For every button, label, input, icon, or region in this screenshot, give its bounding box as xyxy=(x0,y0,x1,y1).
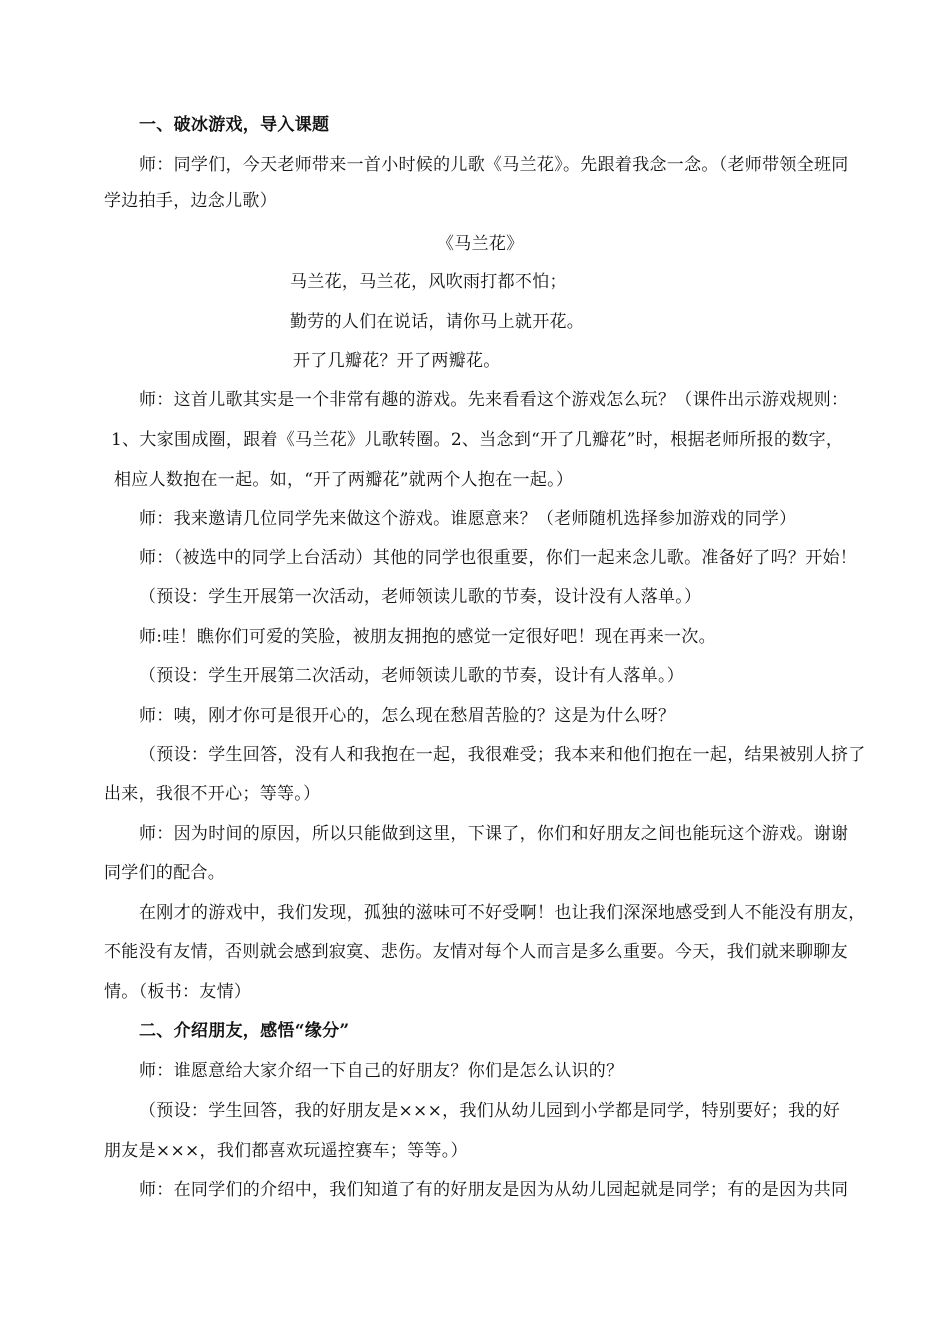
paragraph-line: 1、大家围成圈，跟着《马兰花》儿歌转圈。2、当念到“开了几瓣花”时，根据老师所报的数字， xyxy=(111,430,844,450)
poem-line: 开了几瓣花？开了两瓣花。 xyxy=(293,351,501,371)
paragraph-line: 学边拍手，边念儿歌） xyxy=(104,191,277,211)
preset-note: （预设：学生开展第一次活动，老师领读儿歌的节奏，设计没有人落单。） xyxy=(139,587,702,607)
preset-note: （预设：学生回答，我的好朋友是×××，我们从幼儿园到小学都是同学，特别要好；我的好 xyxy=(139,1101,841,1121)
paragraph-line: 师：在同学们的介绍中，我们知道了有的好朋友是因为从幼儿园起就是同学；有的是因为共同 xyxy=(139,1180,849,1200)
paragraph-line: 师：谁愿意给大家介绍一下自己的好朋友？你们是怎么认识的？ xyxy=(139,1061,624,1081)
paragraph-line: 师：这首儿歌其实是一个非常有趣的游戏。先来看看这个游戏怎么玩？（课件出示游戏规则： xyxy=(139,390,849,410)
poem-title: 《马兰花》 xyxy=(437,234,524,254)
paragraph-line: 在刚才的游戏中，我们发现，孤独的滋味可不好受啊！也让我们深深地感受到人不能没有朋友， xyxy=(139,903,866,923)
preset-note: 朋友是×××，我们都喜欢玩遥控赛车；等等。） xyxy=(104,1141,468,1161)
preset-note: （预设：学生回答，没有人和我抱在一起，我很难受；我本来和他们抱在一起，结果被别人挤了 xyxy=(139,745,866,765)
section2-heading: 二、介绍朋友，感悟“缘分” xyxy=(139,1021,350,1041)
poem-line: 勤劳的人们在说话，请你马上就开花。 xyxy=(290,312,585,332)
poem-line: 马兰花，马兰花，风吹雨打都不怕； xyxy=(290,272,567,292)
paragraph-line: 师：（被选中的同学上台活动）其他的同学也很重要，你们一起来念儿歌。准备好了吗？开始！ xyxy=(139,548,858,568)
preset-note: 出来，我很不开心；等等。） xyxy=(104,784,321,804)
section1-heading: 一、破冰游戏，导入课题 xyxy=(139,115,330,135)
paragraph-line: 师：因为时间的原因，所以只能做到这里，下课了，你们和好朋友之间也能玩这个游戏。谢谢 xyxy=(139,824,849,844)
paragraph-line: 相应人数抱在一起。如，“开了两瓣花”就两个人抱在一起。） xyxy=(114,470,574,490)
preset-note: （预设：学生开展第二次活动，老师领读儿歌的节奏，设计有人落单。） xyxy=(139,666,685,686)
paragraph-line: 情。（板书：友情） xyxy=(104,982,252,1002)
paragraph-line: 师：咦，刚才你可是很开心的，怎么现在愁眉苦脸的？这是为什么呀？ xyxy=(139,706,676,726)
paragraph-line: 师:哇！瞧你们可爱的笑脸，被朋友拥抱的感觉一定很好吧！现在再来一次。 xyxy=(139,627,716,647)
paragraph-line: 同学们的配合。 xyxy=(104,863,226,883)
paragraph-line: 师：同学们，今天老师带来一首小时候的儿歌《马兰花》。先跟着我念一念。（老师带领全班同 xyxy=(139,155,849,175)
paragraph-line: 师：我来邀请几位同学先来做这个游戏。谁愿意来？（老师随机选择参加游戏的同学） xyxy=(139,509,797,529)
paragraph-line: 不能没有友情，否则就会感到寂寞、悲伤。友情对每个人而言是多么重要。今天，我们就来聊聊友 xyxy=(104,942,848,962)
